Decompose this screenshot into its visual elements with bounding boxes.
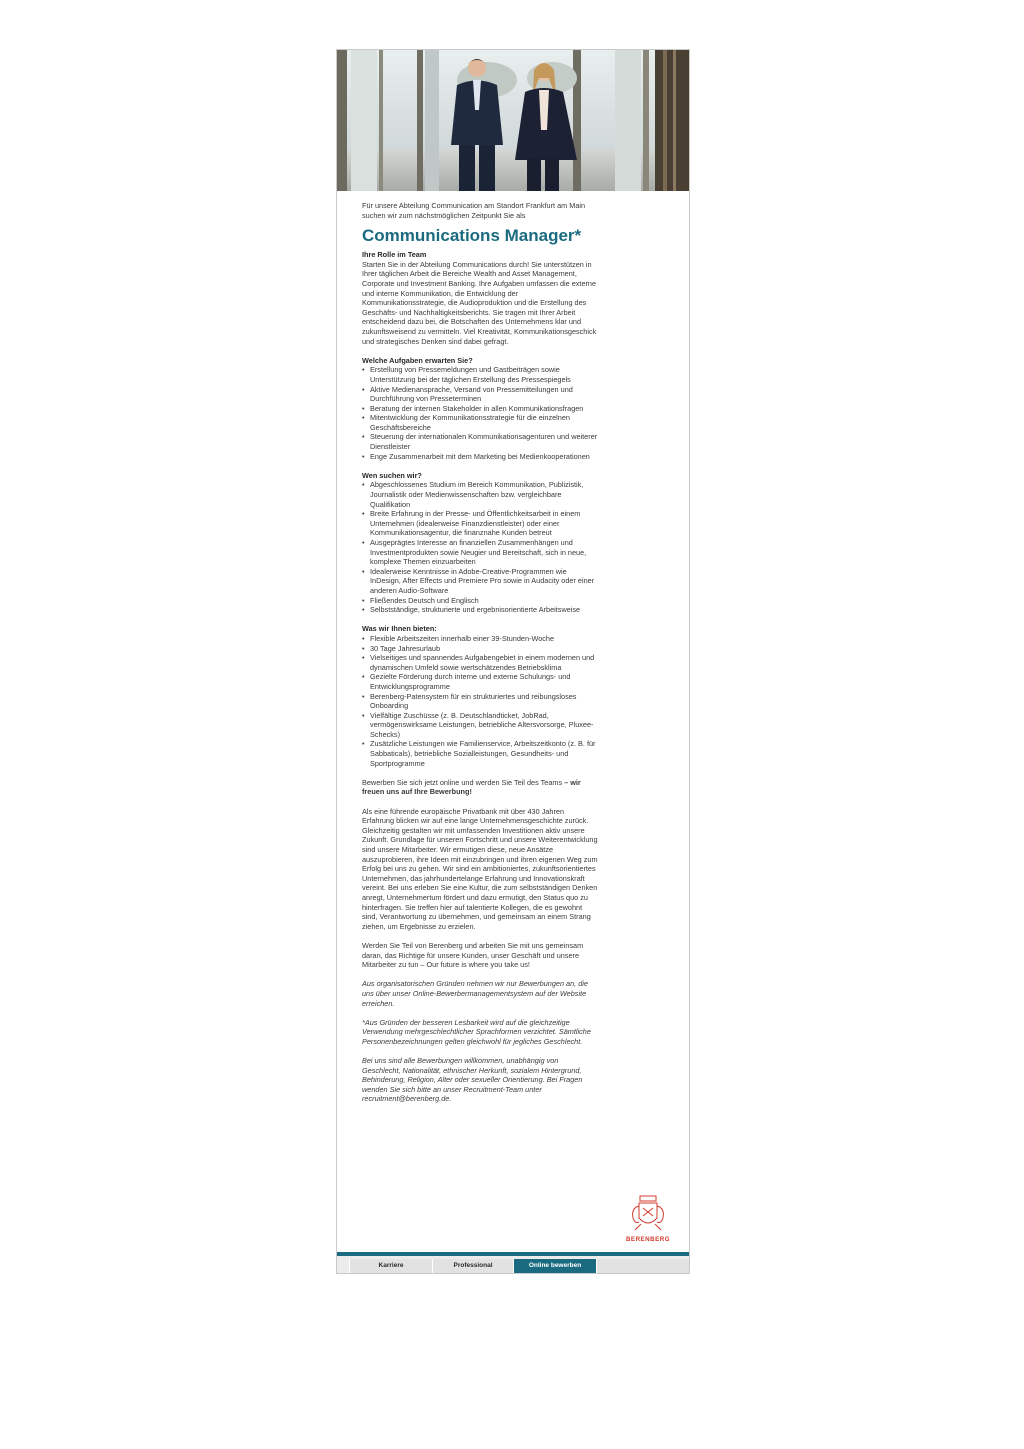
offer-list <box>362 634 598 768</box>
list-item: • Zusätzliche Leistungen wie Familienservice, Arbeitszeitkonto (z. B. für Sabbaticals), betriebliche Sozialleistungen, Gesundheits- und Sportprogramme <box>362 739 598 768</box>
diversity-note: Bei uns sind alle Bewerbungen willkommen, unabhängig von Geschlecht, Nationalität, ethnischer Herkunft, sozialem Hintergrund, Behinderung, Religion, Alter oder sexueller Orientierung. Bei Fragen wenden Sie sich bitte an unser Recruitment-Team unter recruitment@berenberg.de. <box>362 1056 583 1104</box>
tab-empty <box>596 1259 690 1273</box>
offer-heading: Was wir Ihnen bieten: <box>362 624 437 634</box>
apply-text-main: Bewerben Sie sich jetzt online und werden Sie Teil des Teams <box>362 777 563 787</box>
tasks-heading: Welche Aufgaben erwarten Sie? <box>362 355 473 365</box>
list-item: • Fließendes Deutsch und Englisch <box>362 596 598 606</box>
list-item: • Vielfältige Zuschüsse (z. B. Deutschlandticket, JobRad, vermögenswirksame Leistungen, betriebliche Altersvorsorge, Pluxee-Schecks) <box>362 711 598 740</box>
role-text: Starten Sie in der Abteilung Communications durch! Sie unterstützen in Ihrer täglichen Arbeit die Bereiche Wealth and Asset Management, Corporate und Investment Banking. Ihre Aufgaben umfassen die externe und interne Kommunikation, die Entwicklung der Kommunikationsstrategie, die Audioproduktion und die Erstellung des Geschäfts- und Nachhaltigkeitsberichts. Sie tragen mit Ihrer Arbeit entscheidend dazu bei, die Botschaften des Unternehmens klar und zukunftsweisend zu vermitteln. Viel Kreativität, Kommunikationsgeschick und strategisches Denken sind dabei gefragt. <box>362 259 597 346</box>
tasks-section <box>362 356 598 462</box>
online-bewerben-button[interactable]: Online bewerben <box>513 1259 596 1273</box>
list-item: • Abgeschlossenes Studium im Bereich Kommunikation, Publizistik, Journalistik oder Medienwissenschaften bzw. vergleichbare Qualifikation <box>362 480 598 509</box>
list-item: • Ausgeprägtes Interesse an finanziellen Zusammenhängen und Investmentprodukten sowie Neugier und Bereitschaft, sich in neue, komplexe Themen einzuarbeiten <box>362 538 598 567</box>
join-text: Werden Sie Teil von Berenberg und arbeiten Sie mit uns gemeinsam daran, das Richtige für unsere Kunden, unser Geschäft und unsere Mitarbeiter zu tun – Our future is where you take us! <box>362 940 584 970</box>
list-item: • Vielseitiges und spannendes Aufgabengebiet in einem modernen und dynamischen Umfeld sowie wertschätzendes Betriebsklima <box>362 653 598 672</box>
list-item: • 30 Tage Jahresurlaub <box>362 644 598 654</box>
list-item: • Breite Erfahrung in der Presse- und Öffentlichkeitsarbeit in einem Unternehmen (idealerweise Finanzdienstleister) oder einer Kommunikationsagentur, die finanznahe Kunden betreut <box>362 509 598 538</box>
about-text: Als eine führende europäische Privatbank mit über 430 Jahren Erfahrung blicken wir auf eine lange Unternehmensgeschichte zurück. Gleichzeitig gestalten wir mit umfassenden Investitionen aktiv unsere Zukunft. Grundlage für unseren Fortschritt und unsere Weiterentwicklung sind unsere Mitarbeiter. Wir ermutigen diese, neue Ansätze auszuprobieren, ihre Ideen mit einzubringen und ihren eigenen Weg zum Erfolg bei uns zu gehen. Wir sind ein ambitioniertes, zukunftsorientiertes Unternehmen, das jahrhundertelange Erfahrung und Innovationskraft vereint. Bei uns erleben Sie eine Kultur, die zum selbstständigen Denken anregt, Unternehmertum fördert und dazu ermutigt, den Status quo zu hinterfragen. Sie treffen hier auf talentierte Kollegen, die es gewohnt sind, Verantwortung zu übernehmen, und gemeinsam an einem Strang ziehen, um Ergebnisse zu erzielen. <box>362 806 598 931</box>
list-item: • Steuerung der internationalen Kommunikationsagenturen und weiterer Dienstleister <box>362 432 598 451</box>
berenberg-logo <box>615 1194 681 1246</box>
list-item: • Aktive Medienansprache, Versand von Pressemitteilungen und Durchführung von Presseterminen <box>362 385 598 404</box>
apply-text <box>362 778 598 797</box>
tasks-list <box>362 365 598 461</box>
logo-wordmark: BERENBERG <box>625 1236 671 1243</box>
crest-icon <box>615 1194 681 1234</box>
list-item: • Flexible Arbeitszeiten innerhalb einer 39-Stunden-Woche <box>362 634 598 644</box>
intro-text: Für unsere Abteilung Communication am Standort Frankfurt am Main suchen wir zum nächstmöglichen Zeitpunkt Sie als <box>362 201 586 220</box>
tab-karriere[interactable]: Karriere <box>349 1259 432 1273</box>
gender-note: *Aus Gründen der besseren Lesbarkeit wird auf die gleichzeitige Verwendung mehrgeschlechtlicher Sprachformen verzichtet. Sämtliche Personenbezeichnungen gelten gleichwohl für jegliches Geschlecht. <box>362 1017 591 1046</box>
ad-content <box>362 201 598 1104</box>
list-item: • Mitentwicklung der Kommunikationsstrategie für die einzelnen Geschäftsbereiche <box>362 413 598 432</box>
list-item: • Idealerweise Kenntnisse in Adobe-Creative-Programmen wie InDesign, After Effects und Premiere Pro sowie in Audacity oder einer anderen Audio-Software <box>362 567 598 596</box>
profile-heading: Wen suchen wir? <box>362 470 422 480</box>
job-ad <box>336 49 690 1274</box>
online-only-note: Aus organisatorischen Gründen nehmen wir nur Bewerbungen an, die uns über unser Online-Bewerbermanagementsystem auf der Website erreichen. <box>362 979 588 1008</box>
profile-section <box>362 471 598 615</box>
list-item: • Gezielte Förderung durch interne und externe Schulungs- und Entwicklungsprogramme <box>362 672 598 691</box>
role-heading: Ihre Rolle im Team <box>362 250 427 260</box>
profile-list <box>362 480 598 614</box>
apply-text-bold: – wir freuen uns auf Ihre Bewerbung! <box>362 777 581 797</box>
list-item: • Beratung der internen Stakeholder in allen Kommunikationsfragen <box>362 404 598 414</box>
list-item: • Berenberg-Patensystem für ein strukturiertes und reibungsloses Onboarding <box>362 692 598 711</box>
footer-nav <box>337 1256 689 1273</box>
tab-professional[interactable]: Professional <box>432 1259 513 1273</box>
list-item: • Selbstständige, strukturierte und ergebnisorientierte Arbeitsweise <box>362 605 598 615</box>
page-title: Communications Manager* <box>362 226 582 246</box>
hero-photo-illustration <box>337 50 689 191</box>
offer-section <box>362 624 598 768</box>
hero-photo <box>337 50 689 191</box>
list-item: • Erstellung von Pressemeldungen und Gastbeiträgen sowie Unterstützung bei der täglichen Erstellung des Pressespiegels <box>362 365 598 384</box>
list-item: • Enge Zusammenarbeit mit dem Marketing bei Medienkooperationen <box>362 452 598 462</box>
